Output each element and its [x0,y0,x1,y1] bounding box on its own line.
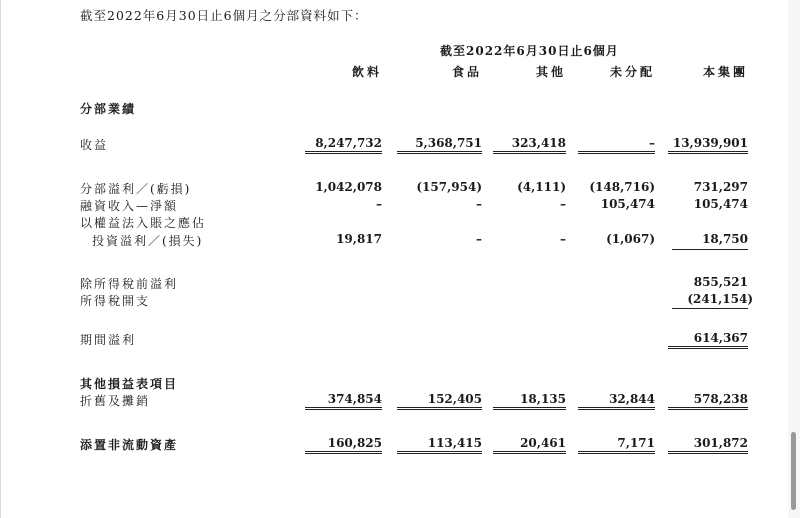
depreciation-beverage: 374,854 [327,392,382,406]
finance-income-others: – [560,197,566,211]
scrollbar-track[interactable] [788,0,800,518]
revenue-others: 323,418 [511,136,566,150]
col-header-others: 其他 [535,65,566,79]
finance-income-unallocated: 105,474 [600,197,655,211]
segment-profit-unallocated: (148,716) [589,180,655,194]
row-period-profit-label: 期間溢利 [80,333,137,347]
segment-profit-food: (157,954) [416,180,482,194]
col-header-beverage: 飲料 [351,65,382,79]
col-header-unallocated: 未分配 [609,65,655,79]
row-profit-before-tax-label: 除所得稅前溢利 [80,277,179,291]
col-header-group: 本集團 [702,65,748,79]
period-header: 截至2022年6月30日止6個月 [440,44,619,58]
finance-income-food: – [476,197,482,211]
revenue-group: 13,939,901 [672,136,748,150]
row-income-tax-label: 所得稅開支 [80,294,151,308]
segment-profit-others: (4,111) [517,180,566,194]
finance-income-beverage: – [376,197,382,211]
section-other-items: 其他損益表項目 [80,377,179,391]
revenue-underline-3 [493,151,566,154]
additions-underline-4 [578,451,655,454]
segment-profit-beverage: 1,042,078 [315,180,382,194]
additions-others: 20,461 [520,436,566,450]
row-finance-income-label: 融資收入—淨額 [80,199,179,213]
depreciation-underline-1 [305,407,382,410]
equity-share-beverage: 19,817 [336,232,382,246]
profit-before-tax-group: 855,521 [693,275,748,289]
depreciation-unallocated: 32,844 [609,392,655,406]
depreciation-food: 152,405 [427,392,482,406]
equity-share-group: 18,750 [702,232,748,246]
period-profit-group: 614,367 [693,331,748,345]
depreciation-others: 18,135 [520,392,566,406]
revenue-unallocated: – [649,136,655,150]
additions-underline-1 [305,451,382,454]
additions-beverage: 160,825 [327,436,382,450]
depreciation-underline-2 [397,407,482,410]
intro-text: 截至2022年6月30日止6個月之分部資料如下： [80,8,368,23]
row-depreciation-label: 折舊及攤銷 [80,394,151,408]
section-segment-results: 分部業績 [80,102,137,116]
equity-share-food: – [476,232,482,246]
page-edge [0,0,1,518]
revenue-underline-5 [668,151,748,154]
revenue-underline-1 [305,151,382,154]
additions-underline-2 [397,451,482,454]
revenue-beverage: 8,247,732 [315,136,382,150]
depreciation-underline-3 [493,407,566,410]
finance-income-group: 105,474 [693,197,748,211]
income-tax-underline [672,308,748,309]
additions-unallocated: 7,171 [617,436,655,450]
row-segment-profit-label: 分部溢利／(虧損) [80,182,192,196]
row-equity-share-label-1: 以權益法入賬之應佔 [80,216,207,230]
row-equity-share-label-2: 投資溢利／(損失) [92,234,204,248]
depreciation-underline-4 [578,407,655,410]
revenue-underline-4 [578,151,655,154]
additions-underline-3 [493,451,566,454]
scrollbar-thumb[interactable] [791,432,796,510]
row-additions-label: 添置非流動資產 [80,438,179,452]
equity-share-others: – [560,232,566,246]
row-revenue-label: 收益 [80,138,109,152]
additions-group: 301,872 [693,436,748,450]
period-profit-underline [668,346,748,349]
equity-share-unallocated: (1,067) [606,232,655,246]
additions-food: 113,415 [427,436,482,450]
income-tax-group: (241,154) [687,292,753,306]
depreciation-group: 578,238 [693,392,748,406]
col-header-food: 食品 [451,65,482,79]
equity-share-underline [672,249,748,250]
segment-profit-group: 731,297 [693,180,748,194]
additions-underline-5 [668,451,748,454]
depreciation-underline-5 [668,407,748,410]
revenue-food: 5,368,751 [415,136,482,150]
revenue-underline-2 [397,151,482,154]
